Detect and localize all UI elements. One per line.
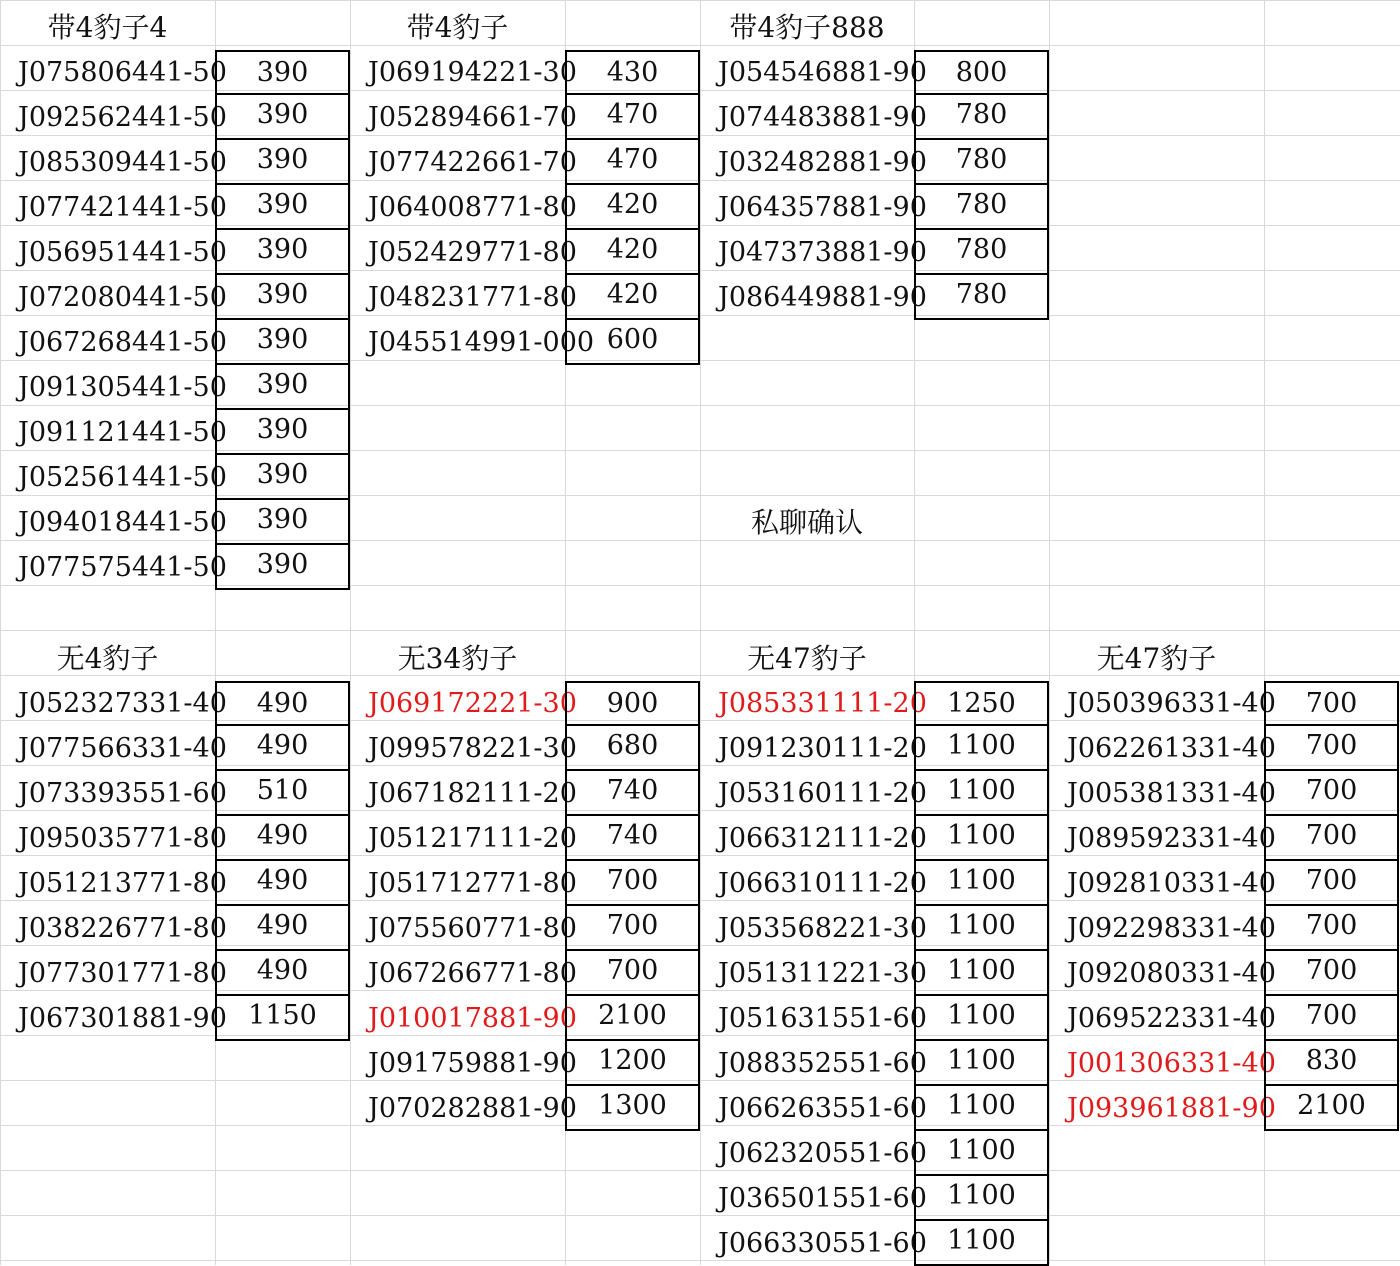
- item-price: 1100: [914, 1174, 1049, 1221]
- item-code: J045514991-000: [368, 327, 595, 358]
- item-code: J051217111-20: [368, 823, 577, 854]
- item-price: 700: [565, 949, 700, 996]
- item-code: J069172221-30: [368, 688, 577, 719]
- item-code: J094018441-50: [18, 507, 227, 538]
- item-code: J051712771-80: [368, 868, 577, 899]
- item-price: 1100: [914, 769, 1049, 816]
- item-code: J064357881-90: [718, 192, 927, 223]
- item-code: J001306331-40: [1067, 1048, 1276, 1079]
- item-code: J010017881-90: [368, 1003, 577, 1034]
- item-price: 1250: [914, 681, 1049, 726]
- item-price: 390: [215, 318, 350, 365]
- item-price: 390: [215, 93, 350, 140]
- item-price: 490: [215, 904, 350, 951]
- item-code: J095035771-80: [18, 823, 227, 854]
- item-price: 490: [215, 814, 350, 861]
- item-code: J052561441-50: [18, 462, 227, 493]
- item-code: J092080331-40: [1067, 958, 1276, 989]
- item-price: 2100: [1264, 1084, 1399, 1131]
- item-code: J052429771-80: [368, 237, 577, 268]
- item-code: J062320551-60: [718, 1138, 927, 1169]
- item-code: J066263551-60: [718, 1093, 927, 1124]
- item-price: 780: [914, 228, 1049, 275]
- item-code: J047373881-90: [718, 237, 927, 268]
- item-code: J067301881-90: [18, 1003, 227, 1034]
- item-code: J050396331-40: [1067, 688, 1276, 719]
- item-price: 490: [215, 859, 350, 906]
- item-price: 1100: [914, 994, 1049, 1041]
- item-code: J053160111-20: [718, 778, 927, 809]
- item-price: 1100: [914, 859, 1049, 906]
- item-code: J066330551-60: [718, 1228, 927, 1259]
- item-code: J066310111-20: [718, 868, 927, 899]
- item-code: J056951441-50: [18, 237, 227, 268]
- item-price: 390: [215, 228, 350, 275]
- item-code: J092298331-40: [1067, 913, 1276, 944]
- item-price: 1100: [914, 814, 1049, 861]
- item-price: 390: [215, 408, 350, 455]
- item-price: 1100: [914, 1084, 1049, 1131]
- item-price: 390: [215, 363, 350, 410]
- item-code: J069522331-40: [1067, 1003, 1276, 1034]
- item-price: 430: [565, 50, 700, 95]
- item-code: J048231771-80: [368, 282, 577, 313]
- item-code: J051213771-80: [18, 868, 227, 899]
- item-code: J052894661-70: [368, 102, 577, 133]
- item-price: 700: [565, 859, 700, 906]
- item-code: J077566331-40: [18, 733, 227, 764]
- item-price: 390: [215, 50, 350, 95]
- item-price: 780: [914, 138, 1049, 185]
- item-code: J032482881-90: [718, 147, 927, 178]
- item-code: J074483881-90: [718, 102, 927, 133]
- item-price: 470: [565, 93, 700, 140]
- item-code: J086449881-90: [718, 282, 927, 313]
- item-price: 800: [914, 50, 1049, 95]
- item-price: 1100: [914, 1129, 1049, 1176]
- item-price: 740: [565, 814, 700, 861]
- item-price: 390: [215, 183, 350, 230]
- item-price: 700: [1264, 994, 1399, 1041]
- block-title: 带4豹子4: [47, 11, 168, 44]
- item-code: J077422661-70: [368, 147, 577, 178]
- item-code: J077301771-80: [18, 958, 227, 989]
- block-title: 带4豹子888: [729, 11, 885, 44]
- item-code: J053568221-30: [718, 913, 927, 944]
- item-code: J091121441-50: [18, 417, 227, 448]
- item-price: 420: [565, 183, 700, 230]
- item-price: 700: [1264, 814, 1399, 861]
- block-title: 无34豹子: [397, 642, 518, 675]
- item-price: 680: [565, 724, 700, 771]
- item-price: 780: [914, 273, 1049, 320]
- note-cell: 私聊确认: [750, 506, 863, 539]
- item-price: 1150: [215, 994, 350, 1041]
- item-code: J092562441-50: [18, 102, 227, 133]
- item-code: J091230111-20: [718, 733, 927, 764]
- item-price: 1200: [565, 1039, 700, 1086]
- item-price: 700: [1264, 724, 1399, 771]
- item-code: J075806441-50: [18, 57, 227, 88]
- block-title: 带4豹子: [406, 11, 509, 44]
- item-price: 1100: [914, 949, 1049, 996]
- item-code: J070282881-90: [368, 1093, 577, 1124]
- item-price: 470: [565, 138, 700, 185]
- item-code: J073393551-60: [18, 778, 227, 809]
- item-price: 1300: [565, 1084, 700, 1131]
- item-code: J051311221-30: [718, 958, 927, 989]
- item-price: 600: [565, 318, 700, 365]
- item-code: J066312111-20: [718, 823, 927, 854]
- item-price: 1100: [914, 904, 1049, 951]
- item-code: J093961881-90: [1067, 1093, 1276, 1124]
- item-code: J075560771-80: [368, 913, 577, 944]
- item-price: 420: [565, 273, 700, 320]
- item-code: J089592331-40: [1067, 823, 1276, 854]
- item-code: J038226771-80: [18, 913, 227, 944]
- item-code: J092810331-40: [1067, 868, 1276, 899]
- item-price: 700: [1264, 949, 1399, 996]
- item-code: J051631551-60: [718, 1003, 927, 1034]
- item-price: 780: [914, 183, 1049, 230]
- item-code: J062261331-40: [1067, 733, 1276, 764]
- item-price: 510: [215, 769, 350, 816]
- item-price: 830: [1264, 1039, 1399, 1086]
- item-code: J067266771-80: [368, 958, 577, 989]
- item-price: 1100: [914, 724, 1049, 771]
- item-price: 420: [565, 228, 700, 275]
- item-code: J052327331-40: [18, 688, 227, 719]
- item-price: 390: [215, 498, 350, 545]
- item-price: 700: [1264, 769, 1399, 816]
- item-price: 700: [1264, 904, 1399, 951]
- item-code: J077575441-50: [18, 552, 227, 583]
- item-code: J069194221-30: [368, 57, 577, 88]
- item-price: 700: [565, 904, 700, 951]
- item-code: J091305441-50: [18, 372, 227, 403]
- item-code: J005381331-40: [1067, 778, 1276, 809]
- item-price: 490: [215, 724, 350, 771]
- item-price: 490: [215, 949, 350, 996]
- item-price: 390: [215, 273, 350, 320]
- item-code: J036501551-60: [718, 1183, 927, 1214]
- block-title: 无47豹子: [1096, 642, 1217, 675]
- item-price: 390: [215, 453, 350, 500]
- block-title: 无4豹子: [56, 642, 159, 675]
- item-code: J088352551-60: [718, 1048, 927, 1079]
- item-price: 700: [1264, 859, 1399, 906]
- item-price: 2100: [565, 994, 700, 1041]
- item-price: 780: [914, 93, 1049, 140]
- item-price: 900: [565, 681, 700, 726]
- item-price: 490: [215, 681, 350, 726]
- item-code: J085309441-50: [18, 147, 227, 178]
- item-price: 390: [215, 543, 350, 590]
- item-price: 1100: [914, 1039, 1049, 1086]
- item-code: J091759881-90: [368, 1048, 577, 1079]
- item-code: J077421441-50: [18, 192, 227, 223]
- block-title: 无47豹子: [747, 642, 867, 675]
- item-code: J099578221-30: [368, 733, 577, 764]
- item-price: 1100: [914, 1219, 1049, 1266]
- item-code: J085331111-20: [718, 688, 927, 719]
- item-code: J067268441-50: [18, 327, 227, 358]
- item-price: 390: [215, 138, 350, 185]
- item-price: 740: [565, 769, 700, 816]
- item-code: J067182111-20: [368, 778, 577, 809]
- item-price: 700: [1264, 681, 1399, 726]
- item-code: J064008771-80: [368, 192, 577, 223]
- item-code: J054546881-90: [718, 57, 927, 88]
- item-code: J072080441-50: [18, 282, 227, 313]
